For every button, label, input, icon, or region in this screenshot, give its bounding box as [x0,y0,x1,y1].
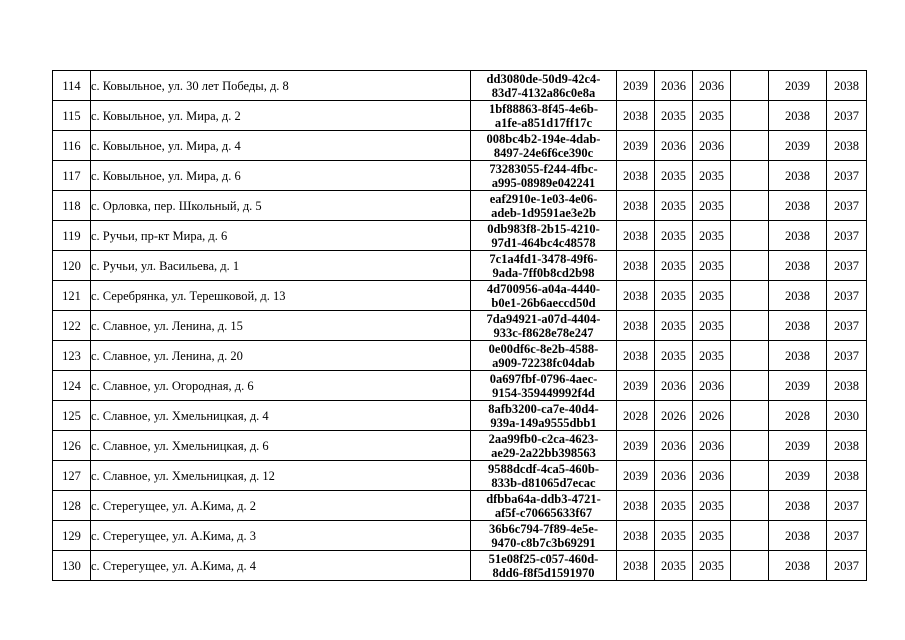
year-cell-2: 2035 [655,281,693,311]
year-cell-5: 2038 [769,191,827,221]
year-cell-2: 2035 [655,251,693,281]
year-cell-3: 2035 [693,551,731,581]
guid-cell [471,221,617,251]
address-cell: с. Ковыльное, ул. Мира, д. 2 [91,101,471,131]
guid-line-2: a1fe-a851d17ff17c [494,115,593,130]
guid-line-2: 8497-24e6f6ce390c [493,145,594,160]
row-number-cell: 121 [53,281,91,311]
guid-line-2: 833b-d81065d7ecac [491,475,596,490]
year-cell-1: 2038 [617,191,655,221]
guid-line-2: 83d7-4132a86c0e8a [491,85,596,100]
table-row [53,191,867,221]
year-cell-4 [731,341,769,371]
year-cell-1: 2038 [617,341,655,371]
year-cell-5: 2038 [769,551,827,581]
guid-line-2: 8dd6-f8f5d1591970 [492,565,595,580]
address-cell: с. Ковыльное, ул. Мира, д. 6 [91,161,471,191]
guid-line-2: 939a-149a9555dbb1 [490,415,597,430]
year-cell-4 [731,311,769,341]
guid-cell [471,71,617,101]
year-cell-4 [731,281,769,311]
year-cell-3: 2035 [693,221,731,251]
guid-cell [471,131,617,161]
guid-cell [471,401,617,431]
year-cell-4 [731,101,769,131]
year-cell-1: 2039 [617,71,655,101]
year-cell-5: 2038 [769,341,827,371]
guid-cell [471,311,617,341]
year-cell-5: 2039 [769,71,827,101]
year-cell-3: 2035 [693,161,731,191]
year-cell-1: 2038 [617,221,655,251]
year-cell-2: 2035 [655,191,693,221]
guid-line-1: dfbba64a-ddb3-4721- [486,491,601,506]
guid-cell [471,191,617,221]
year-cell-2: 2036 [655,431,693,461]
guid-line-2: 9154-359449992f4d [492,385,595,400]
row-number-cell: 116 [53,131,91,161]
guid-line-2: 933c-f8628e78e247 [493,325,594,340]
address-cell: с. Ручьи, пр-кт Мира, д. 6 [91,221,471,251]
year-cell-5: 2038 [769,251,827,281]
guid-line-1: 008bc4b2-194e-4dab- [486,131,601,146]
year-cell-3: 2036 [693,431,731,461]
year-cell-4 [731,131,769,161]
guid-cell [471,161,617,191]
year-cell-2: 2035 [655,491,693,521]
guid-cell [471,461,617,491]
address-cell: с. Славное, ул. Огородная, д. 6 [91,371,471,401]
year-cell-5: 2039 [769,371,827,401]
table-row [53,311,867,341]
year-cell-6: 2038 [827,431,867,461]
guid-cell [471,371,617,401]
year-cell-6: 2037 [827,281,867,311]
table-row [53,281,867,311]
table-row [53,521,867,551]
guid-line-1: 9588dcdf-4ca5-460b- [487,461,600,476]
year-cell-4 [731,371,769,401]
year-cell-4 [731,71,769,101]
guid-line-1: 36b6c794-7f89-4e5e- [489,521,598,536]
year-cell-3: 2035 [693,101,731,131]
year-cell-1: 2038 [617,491,655,521]
guid-line-1: 0e00df6c-8e2b-4588- [488,341,599,356]
guid-line-2: a995-08989e042241 [491,175,596,190]
address-cell: с. Славное, ул. Хмельницкая, д. 6 [91,431,471,461]
year-cell-3: 2026 [693,401,731,431]
year-cell-3: 2036 [693,71,731,101]
row-number-cell: 129 [53,521,91,551]
guid-line-1: 0db983f8-2b15-4210- [487,221,600,236]
row-number-cell: 126 [53,431,91,461]
guid-line-1: 7da94921-a07d-4404- [486,311,601,326]
year-cell-6: 2037 [827,311,867,341]
address-cell: с. Славное, ул. Хмельницкая, д. 12 [91,461,471,491]
address-cell: с. Ручьи, ул. Васильева, д. 1 [91,251,471,281]
guid-line-2: b0e1-26b6aeccd50d [491,295,596,310]
table-row [53,131,867,161]
guid-cell [471,521,617,551]
table-row [53,371,867,401]
address-cell: с. Ковыльное, ул. 30 лет Победы, д. 8 [91,71,471,101]
table-row [53,461,867,491]
guid-line-2: 97d1-464bc4c48578 [491,235,596,250]
year-cell-3: 2036 [693,461,731,491]
row-number-cell: 122 [53,311,91,341]
table-row [53,551,867,581]
year-cell-1: 2039 [617,431,655,461]
guid-cell [471,431,617,461]
year-cell-1: 2038 [617,281,655,311]
table-row [53,161,867,191]
year-cell-6: 2037 [827,341,867,371]
year-cell-6: 2037 [827,551,867,581]
year-cell-1: 2038 [617,161,655,191]
year-cell-2: 2035 [655,341,693,371]
address-cell: с. Стерегущее, ул. А.Кима, д. 3 [91,521,471,551]
address-cell: с. Славное, ул. Хмельницкая, д. 4 [91,401,471,431]
guid-line-1: dd3080de-50d9-42c4- [486,71,601,86]
year-cell-1: 2039 [617,461,655,491]
year-cell-5: 2038 [769,311,827,341]
year-cell-4 [731,551,769,581]
row-number-cell: 123 [53,341,91,371]
address-cell: с. Ковыльное, ул. Мира, д. 4 [91,131,471,161]
year-cell-2: 2035 [655,311,693,341]
year-cell-3: 2035 [693,341,731,371]
year-cell-2: 2036 [655,371,693,401]
guid-cell [471,491,617,521]
row-number-cell: 124 [53,371,91,401]
year-cell-6: 2038 [827,131,867,161]
address-cell: с. Славное, ул. Ленина, д. 15 [91,311,471,341]
year-cell-3: 2035 [693,191,731,221]
address-cell: с. Серебрянка, ул. Терешковой, д. 13 [91,281,471,311]
year-cell-4 [731,191,769,221]
year-cell-4 [731,521,769,551]
guid-line-1: 4d700956-a04a-4440- [486,281,601,296]
year-cell-3: 2036 [693,131,731,161]
year-cell-3: 2035 [693,281,731,311]
guid-line-2: af5f-c70665633f67 [494,505,593,520]
year-cell-5: 2038 [769,221,827,251]
year-cell-3: 2035 [693,521,731,551]
row-number-cell: 119 [53,221,91,251]
guid-line-2: a909-72238fc04dab [492,355,595,370]
year-cell-4 [731,161,769,191]
guid-line-1: 7c1a4fd1-3478-49f6- [489,251,598,266]
year-cell-6: 2037 [827,491,867,521]
guid-cell [471,101,617,131]
table-row [53,401,867,431]
year-cell-5: 2039 [769,131,827,161]
guid-line-1: 2aa99fb0-c2ca-4623- [488,431,599,446]
guid-cell [471,341,617,371]
year-cell-6: 2030 [827,401,867,431]
year-cell-6: 2038 [827,371,867,401]
year-cell-6: 2037 [827,191,867,221]
year-cell-1: 2028 [617,401,655,431]
row-number-cell: 125 [53,401,91,431]
year-cell-1: 2038 [617,251,655,281]
year-cell-1: 2038 [617,521,655,551]
housing-table [52,70,867,581]
row-number-cell: 118 [53,191,91,221]
guid-line-2: 9470-c8b7c3b69291 [491,535,596,550]
guid-line-1: eaf2910e-1e03-4e06- [489,191,598,206]
year-cell-6: 2037 [827,521,867,551]
year-cell-5: 2039 [769,431,827,461]
table-row [53,491,867,521]
row-number-cell: 120 [53,251,91,281]
year-cell-4 [731,251,769,281]
year-cell-2: 2036 [655,71,693,101]
address-cell: с. Стерегущее, ул. А.Кима, д. 2 [91,491,471,521]
year-cell-2: 2036 [655,131,693,161]
year-cell-1: 2038 [617,101,655,131]
year-cell-5: 2038 [769,161,827,191]
year-cell-2: 2035 [655,161,693,191]
table-row [53,71,867,101]
row-number-cell: 127 [53,461,91,491]
year-cell-1: 2039 [617,131,655,161]
row-number-cell: 128 [53,491,91,521]
table-row [53,251,867,281]
year-cell-6: 2037 [827,221,867,251]
guid-line-1: 73283055-f244-4fbc- [489,161,598,176]
year-cell-5: 2038 [769,491,827,521]
year-cell-3: 2035 [693,251,731,281]
guid-line-2: 9ada-7ff0b8cd2b98 [492,265,595,280]
year-cell-3: 2035 [693,491,731,521]
year-cell-2: 2036 [655,461,693,491]
year-cell-6: 2037 [827,251,867,281]
guid-line-1: 0a697fbf-0796-4aec- [489,371,598,386]
year-cell-6: 2038 [827,71,867,101]
year-cell-5: 2038 [769,101,827,131]
table-row [53,101,867,131]
year-cell-4 [731,431,769,461]
table-row [53,341,867,371]
row-number-cell: 114 [53,71,91,101]
guid-line-1: 51e08f25-c057-460d- [488,551,599,566]
year-cell-2: 2035 [655,101,693,131]
table-row [53,221,867,251]
year-cell-5: 2028 [769,401,827,431]
row-number-cell: 130 [53,551,91,581]
guid-line-2: adeb-1d9591ae3e2b [491,205,596,220]
year-cell-4 [731,461,769,491]
address-cell: с. Орловка, пер. Школьный, д. 5 [91,191,471,221]
year-cell-2: 2035 [655,551,693,581]
row-number-cell: 115 [53,101,91,131]
guid-line-1: 1bf88863-8f45-4e6b- [488,101,598,116]
table-body [53,71,867,581]
year-cell-6: 2038 [827,461,867,491]
year-cell-6: 2037 [827,101,867,131]
year-cell-5: 2039 [769,461,827,491]
guid-cell [471,551,617,581]
year-cell-2: 2026 [655,401,693,431]
year-cell-4 [731,491,769,521]
year-cell-5: 2038 [769,281,827,311]
table-row [53,431,867,461]
address-cell: с. Стерегущее, ул. А.Кима, д. 4 [91,551,471,581]
guid-line-1: 8afb3200-ca7e-40d4- [488,401,599,416]
year-cell-3: 2036 [693,371,731,401]
year-cell-1: 2038 [617,551,655,581]
guid-cell [471,251,617,281]
year-cell-4 [731,401,769,431]
year-cell-4 [731,221,769,251]
row-number-cell: 117 [53,161,91,191]
year-cell-2: 2035 [655,221,693,251]
year-cell-1: 2039 [617,371,655,401]
year-cell-6: 2037 [827,161,867,191]
year-cell-3: 2035 [693,311,731,341]
year-cell-5: 2038 [769,521,827,551]
year-cell-1: 2038 [617,311,655,341]
address-cell: с. Славное, ул. Ленина, д. 20 [91,341,471,371]
guid-line-2: ae29-2a22bb398563 [491,445,596,460]
guid-cell [471,281,617,311]
year-cell-2: 2035 [655,521,693,551]
